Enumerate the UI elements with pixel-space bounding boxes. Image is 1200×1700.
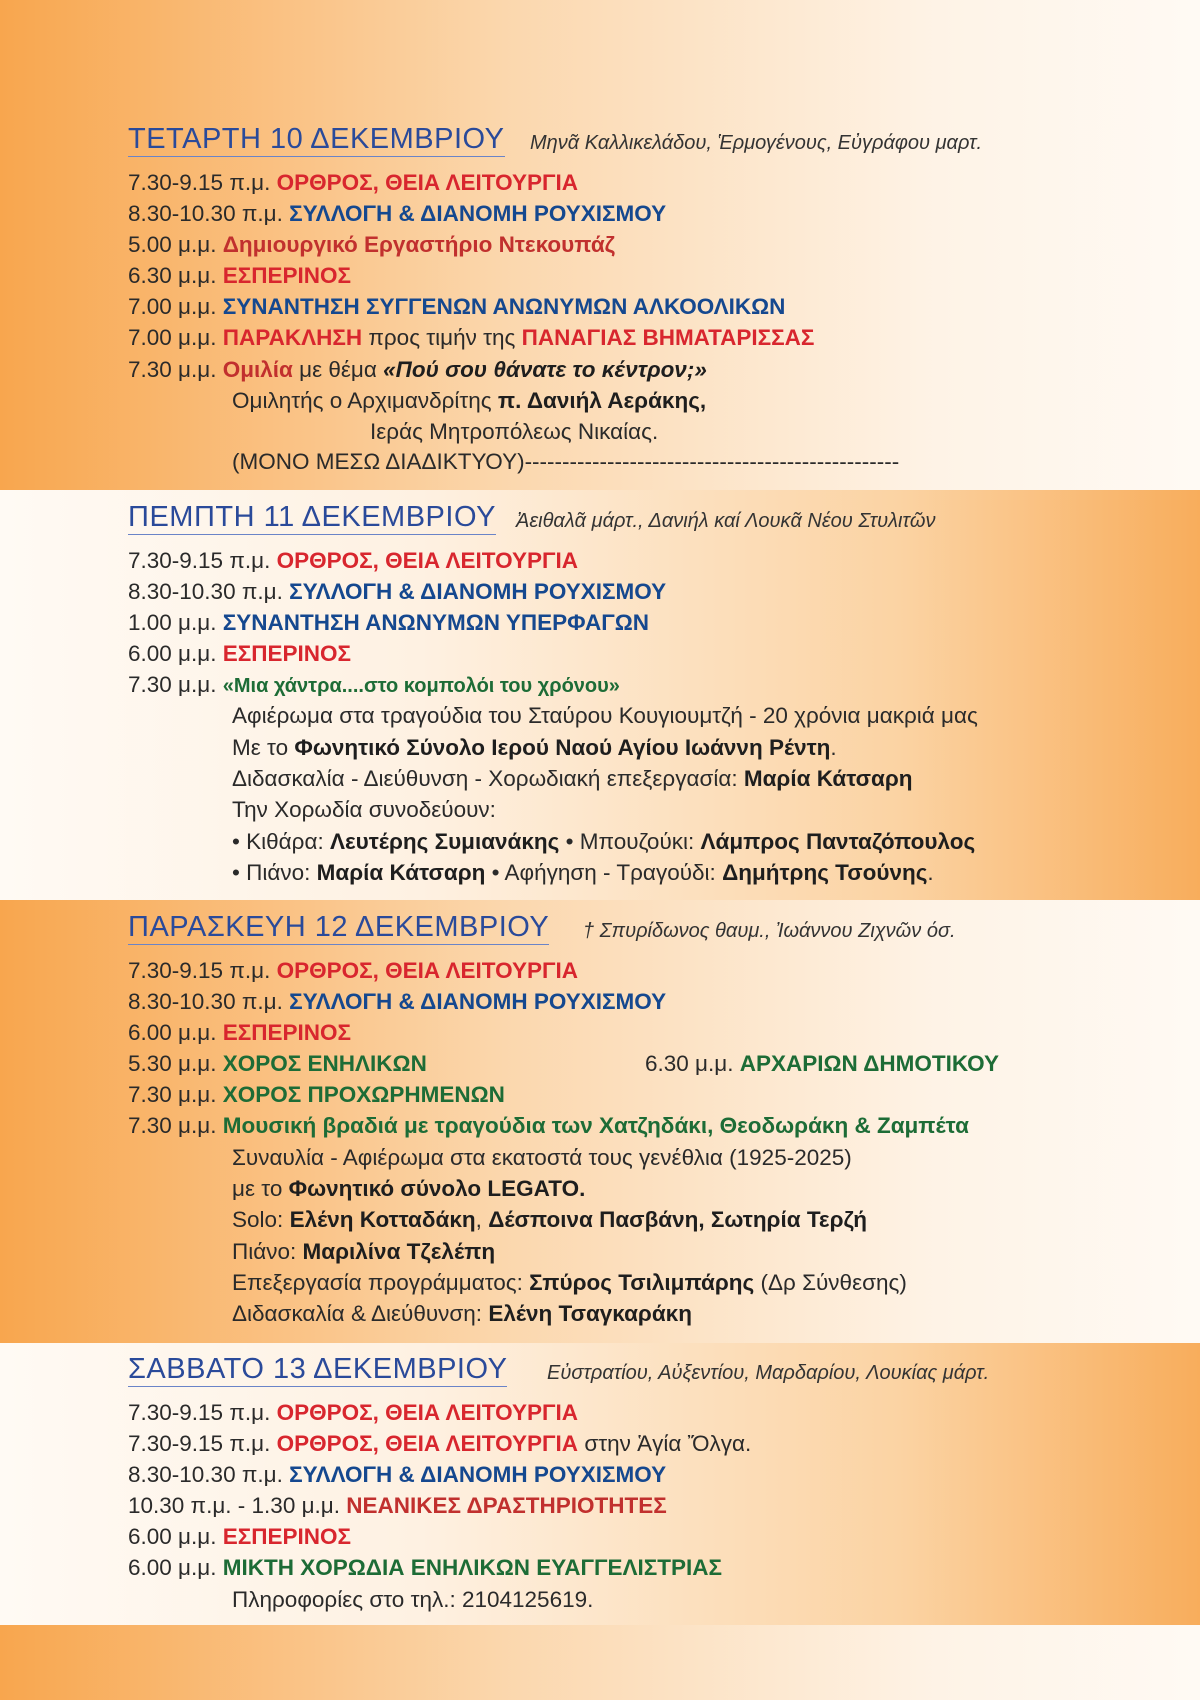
info-line xyxy=(232,1585,593,1615)
text-segment: (ΜΟΝΟ ΜΕΣΩ ΔΙΑΔΙΚΤΥΟΥ)-------------------------------------------------- xyxy=(232,449,900,474)
text-segment: 7.30 μ.μ. xyxy=(128,357,217,382)
text-segment: 8.30-10.30 π.μ. xyxy=(128,579,283,604)
text-segment: 7.00 μ.μ. xyxy=(128,325,217,350)
detail-line xyxy=(232,764,913,794)
day-title: ΤΕΤΑΡΤΗ 10 ΔΕΚΕΜΒΡΙΟΥ xyxy=(128,123,505,155)
text-segment: Μαριλίνα Τζελέπη xyxy=(302,1239,496,1264)
text-segment: ΣΥΝΑΝΤΗΣΗ ΑΝΩΝΥΜΩΝ ΥΠΕΡΦΑΓΩΝ xyxy=(222,610,650,635)
detail-line xyxy=(232,386,706,416)
text-segment: Ομιλητής ο Αρχιμανδρίτης xyxy=(232,388,492,413)
day-header xyxy=(0,120,1200,164)
schedule-line xyxy=(128,670,620,701)
text-segment: , xyxy=(475,1207,482,1232)
text-segment: Λευτέρης Συμιανάκης xyxy=(329,829,560,854)
detail-line xyxy=(370,417,658,447)
text-segment: Λάμπρος Πανταζόπουλος xyxy=(700,829,976,854)
schedule-line xyxy=(128,168,578,198)
text-segment: 7.00 μ.μ. xyxy=(128,294,217,319)
text-segment: 7.30 μ.μ. xyxy=(128,1082,217,1107)
text-segment: • Κιθάρα: xyxy=(232,829,324,854)
detail-line xyxy=(232,733,837,763)
schedule-line xyxy=(128,1398,578,1428)
text-segment: ΣΥΝΑΝΤΗΣΗ ΣΥΓΓΕΝΩΝ ΑΝΩΝΥΜΩΝ ΑΛΚΟΟΛΙΚΩΝ xyxy=(222,294,786,319)
text-segment: Αφιέρωμα στα τραγούδια του Σταύρου Κουγιουμτζή - 20 χρόνια μακριά μας xyxy=(232,703,978,728)
schedule-line xyxy=(128,1553,722,1583)
text-segment: 7.30-9.15 π.μ. xyxy=(128,1431,271,1456)
text-segment: 8.30-10.30 π.μ. xyxy=(128,1462,283,1487)
text-segment: Διδασκαλία & Διεύθυνση: xyxy=(232,1301,483,1326)
text-segment: (Δρ Σύνθεσης) xyxy=(760,1270,907,1295)
day-section-friday xyxy=(0,908,1200,1326)
text-segment: ΧΟΡΟΣ ΠΡΟΧΩΡΗΜΕΝΩΝ xyxy=(222,1082,505,1107)
text-segment: 7.30-9.15 π.μ. xyxy=(128,170,271,195)
detail-line xyxy=(232,858,934,888)
schedule-line xyxy=(128,1522,351,1552)
schedule-line xyxy=(128,987,666,1017)
text-segment: ΑΡΧΑΡΙΩΝ ΔΗΜΟΤΙΚΟΥ xyxy=(739,1051,999,1076)
schedule-line xyxy=(128,639,351,669)
text-segment: • Μπουζούκι: xyxy=(565,829,695,854)
detail-line xyxy=(232,1268,907,1298)
text-segment: Μαρία Κάτσαρη xyxy=(316,860,486,885)
text-segment: . xyxy=(927,860,934,885)
text-segment: 6.00 μ.μ. xyxy=(128,1555,217,1580)
day-section-thursday xyxy=(0,498,1200,885)
text-segment: Μουσική βραδιά με τραγούδια των Χατζηδάκι, Θεοδωράκη & Ζαμπέτα xyxy=(222,1113,969,1138)
text-segment: ΟΡΘΡΟΣ, ΘΕΙΑ ΛΕΙΤΟΥΡΓΙΑ xyxy=(276,1400,579,1425)
text-segment: 8.30-10.30 π.μ. xyxy=(128,201,283,226)
text-segment: Σπύρος Τσιλιμπάρης xyxy=(529,1270,755,1295)
detail-line xyxy=(232,1143,852,1173)
text-segment: 7.30-9.15 π.μ. xyxy=(128,548,271,573)
day-section-saturday xyxy=(0,1350,1200,1612)
schedule-line xyxy=(128,1018,351,1048)
detail-line xyxy=(232,701,978,731)
background-band-5 xyxy=(0,1625,1200,1700)
detail-line xyxy=(232,1299,692,1329)
detail-line xyxy=(232,1174,585,1204)
text-segment: Ομιλία xyxy=(222,357,293,382)
text-segment: Συναυλία - Αφιέρωμα στα εκατοστά τους γενέθλια (1925-2025) xyxy=(232,1145,852,1170)
text-segment: με θέμα xyxy=(299,357,377,382)
day-header xyxy=(0,498,1200,542)
text-segment: ΟΡΘΡΟΣ, ΘΕΙΑ ΛΕΙΤΟΥΡΓΙΑ xyxy=(276,170,579,195)
schedule-line xyxy=(128,546,578,576)
detail-line xyxy=(232,795,496,825)
schedule-line xyxy=(128,1111,969,1141)
day-title: ΠΑΡΑΣΚΕΥΗ 12 ΔΕΚΕΜΒΡΙΟΥ xyxy=(128,911,550,943)
text-segment: 5.30 μ.μ. xyxy=(128,1051,217,1076)
schedule-line xyxy=(645,1049,999,1079)
text-segment: Δημιουργικό Εργαστήριο Ντεκουπάζ xyxy=(222,232,616,257)
text-segment: . xyxy=(830,735,837,760)
schedule-line xyxy=(128,355,707,385)
text-segment: «Μια χάντρα....στο κομπολόι του χρόνου» xyxy=(222,675,620,697)
text-segment: Ελένη Κοτταδάκη xyxy=(289,1207,476,1232)
text-segment: 6.00 μ.μ. xyxy=(128,1524,217,1549)
day-header xyxy=(0,908,1200,952)
day-saints: † Σπυρίδωνος θαυμ., Ἰωάννου Ζιχνῶν όσ. xyxy=(583,920,956,942)
text-segment: ΣΥΛΛΟΓΗ & ΔΙΑΝΟΜΗ ΡΟΥΧΙΣΜΟΥ xyxy=(289,579,667,604)
text-segment: ΠΑΝΑΓΙΑΣ ΒΗΜΑΤΑΡΙΣΣΑΣ xyxy=(521,325,815,350)
day-title: ΠΕΜΠΤΗ 11 ΔΕΚΕΜΒΡΙΟΥ xyxy=(128,501,496,533)
text-segment: • Αφήγηση - Τραγούδι: xyxy=(491,860,716,885)
text-segment: ΕΣΠΕΡΙΝΟΣ xyxy=(222,1020,352,1045)
text-segment: Φωνητικό σύνολο LEGATO. xyxy=(288,1176,586,1201)
schedule-line xyxy=(128,1080,505,1110)
text-segment: 7.30 μ.μ. xyxy=(128,1113,217,1138)
text-segment: 6.30 μ.μ. xyxy=(645,1051,734,1076)
text-segment: ΕΣΠΕΡΙΝΟΣ xyxy=(222,263,352,288)
day-saints: Μηνᾶ Καλλικελάδου, Ἑρμογένους, Εὐγράφου μαρτ. xyxy=(530,132,983,154)
schedule-line xyxy=(128,261,351,291)
detail-line xyxy=(232,447,899,477)
detail-line xyxy=(232,1205,867,1235)
schedule-line xyxy=(128,323,814,353)
day-header xyxy=(0,1350,1200,1394)
day-title: ΣΑΒΒΑΤΟ 13 ΔΕΚΕΜΒΡΙΟΥ xyxy=(128,1353,508,1385)
text-segment: ΜΙΚΤΗ ΧΟΡΩΔΙΑ ΕΝΗΛΙΚΩΝ ΕΥΑΓΓΕΛΙΣΤΡΙΑΣ xyxy=(222,1555,723,1580)
day-saints: Εὐστρατίου, Αὐξεντίου, Μαρδαρίου, Λουκίας μάρτ. xyxy=(547,1362,990,1384)
text-segment: Μαρία Κάτσαρη xyxy=(743,766,913,791)
text-segment: ΕΣΠΕΡΙΝΟΣ xyxy=(222,641,352,666)
schedule-line xyxy=(128,292,785,322)
schedule-line xyxy=(128,1491,667,1521)
text-segment: ΧΟΡΟΣ ΕΝΗΛΙΚΩΝ xyxy=(222,1051,427,1076)
text-segment: ΝΕΑΝΙΚΕΣ ΔΡΑΣΤΗΡΙΟΤΗΤΕΣ xyxy=(346,1493,667,1518)
text-segment: ΣΥΛΛΟΓΗ & ΔΙΑΝΟΜΗ ΡΟΥΧΙΣΜΟΥ xyxy=(289,201,667,226)
detail-line xyxy=(232,1237,495,1267)
day-section-wednesday xyxy=(0,120,1200,474)
text-segment: ΣΥΛΛΟΓΗ & ΔΙΑΝΟΜΗ ΡΟΥΧΙΣΜΟΥ xyxy=(289,989,667,1014)
text-segment: Πληροφορίες στο τηλ.: 2104125619. xyxy=(232,1587,594,1612)
text-segment: 1.00 μ.μ. xyxy=(128,610,217,635)
text-segment: Επεξεργασία προγράμματος: xyxy=(232,1270,523,1295)
text-segment: ΟΡΘΡΟΣ, ΘΕΙΑ ΛΕΙΤΟΥΡΓΙΑ xyxy=(276,1431,579,1456)
text-segment: 5.00 μ.μ. xyxy=(128,232,217,257)
schedule-line xyxy=(128,608,649,638)
detail-line xyxy=(232,827,975,857)
schedule-line xyxy=(128,199,666,229)
text-segment: 8.30-10.30 π.μ. xyxy=(128,989,283,1014)
schedule-line xyxy=(128,230,615,260)
text-segment: 10.30 π.μ. - 1.30 μ.μ. xyxy=(128,1493,341,1518)
text-segment: ΟΡΘΡΟΣ, ΘΕΙΑ ΛΕΙΤΟΥΡΓΙΑ xyxy=(276,958,579,983)
schedule-line xyxy=(128,577,666,607)
text-segment: π. Δανιήλ Αεράκης, xyxy=(497,388,707,413)
text-segment: Δημήτρης Τσούνης xyxy=(722,860,928,885)
text-segment: 6.00 μ.μ. xyxy=(128,1020,217,1045)
schedule-line xyxy=(128,1049,427,1079)
text-segment: 6.30 μ.μ. xyxy=(128,263,217,288)
text-segment: Solo: xyxy=(232,1207,284,1232)
text-segment: • Πιάνο: xyxy=(232,860,311,885)
text-segment: «Πού σου θάνατε το κέντρον;» xyxy=(383,357,707,382)
text-segment: με το xyxy=(232,1176,283,1201)
text-segment: Ελένη Τσαγκαράκη xyxy=(488,1301,692,1326)
text-segment: Ιεράς Μητροπόλεως Νικαίας. xyxy=(370,419,659,444)
text-segment: Δέσποινα Πασβάνη, Σωτηρία Τερζή xyxy=(488,1207,868,1232)
text-segment: προς τιμήν της xyxy=(368,325,516,350)
text-segment: ΠΑΡΑΚΛΗΣΗ xyxy=(222,325,363,350)
text-segment: Την Χορωδία συνοδεύουν: xyxy=(232,797,496,822)
text-segment: ΕΣΠΕΡΙΝΟΣ xyxy=(222,1524,352,1549)
text-segment: 7.30-9.15 π.μ. xyxy=(128,958,271,983)
schedule-line xyxy=(128,1460,666,1490)
text-segment: Πιάνο: xyxy=(232,1239,297,1264)
text-segment: Διδασκαλία - Διεύθυνση - Χορωδιακή επεξεργασία: xyxy=(232,766,738,791)
schedule-line xyxy=(128,1429,751,1459)
text-segment: ΟΡΘΡΟΣ, ΘΕΙΑ ΛΕΙΤΟΥΡΓΙΑ xyxy=(276,548,579,573)
text-segment: Φωνητικό Σύνολο Ιερού Ναού Αγίου Ιωάννη Ρέντη xyxy=(294,735,831,760)
text-segment: ΣΥΛΛΟΓΗ & ΔΙΑΝΟΜΗ ΡΟΥΧΙΣΜΟΥ xyxy=(289,1462,667,1487)
text-segment: 7.30-9.15 π.μ. xyxy=(128,1400,271,1425)
text-segment: στην Ἁγία Ὄλγα. xyxy=(584,1431,752,1456)
day-saints: Ἀειθαλᾶ μάρτ., Δανιήλ καί Λουκᾶ Νέου Στυλιτῶν xyxy=(516,510,936,532)
schedule-line xyxy=(128,956,578,986)
text-segment: 6.00 μ.μ. xyxy=(128,641,217,666)
text-segment: Με το xyxy=(232,735,289,760)
text-segment: 7.30 μ.μ. xyxy=(128,672,217,697)
